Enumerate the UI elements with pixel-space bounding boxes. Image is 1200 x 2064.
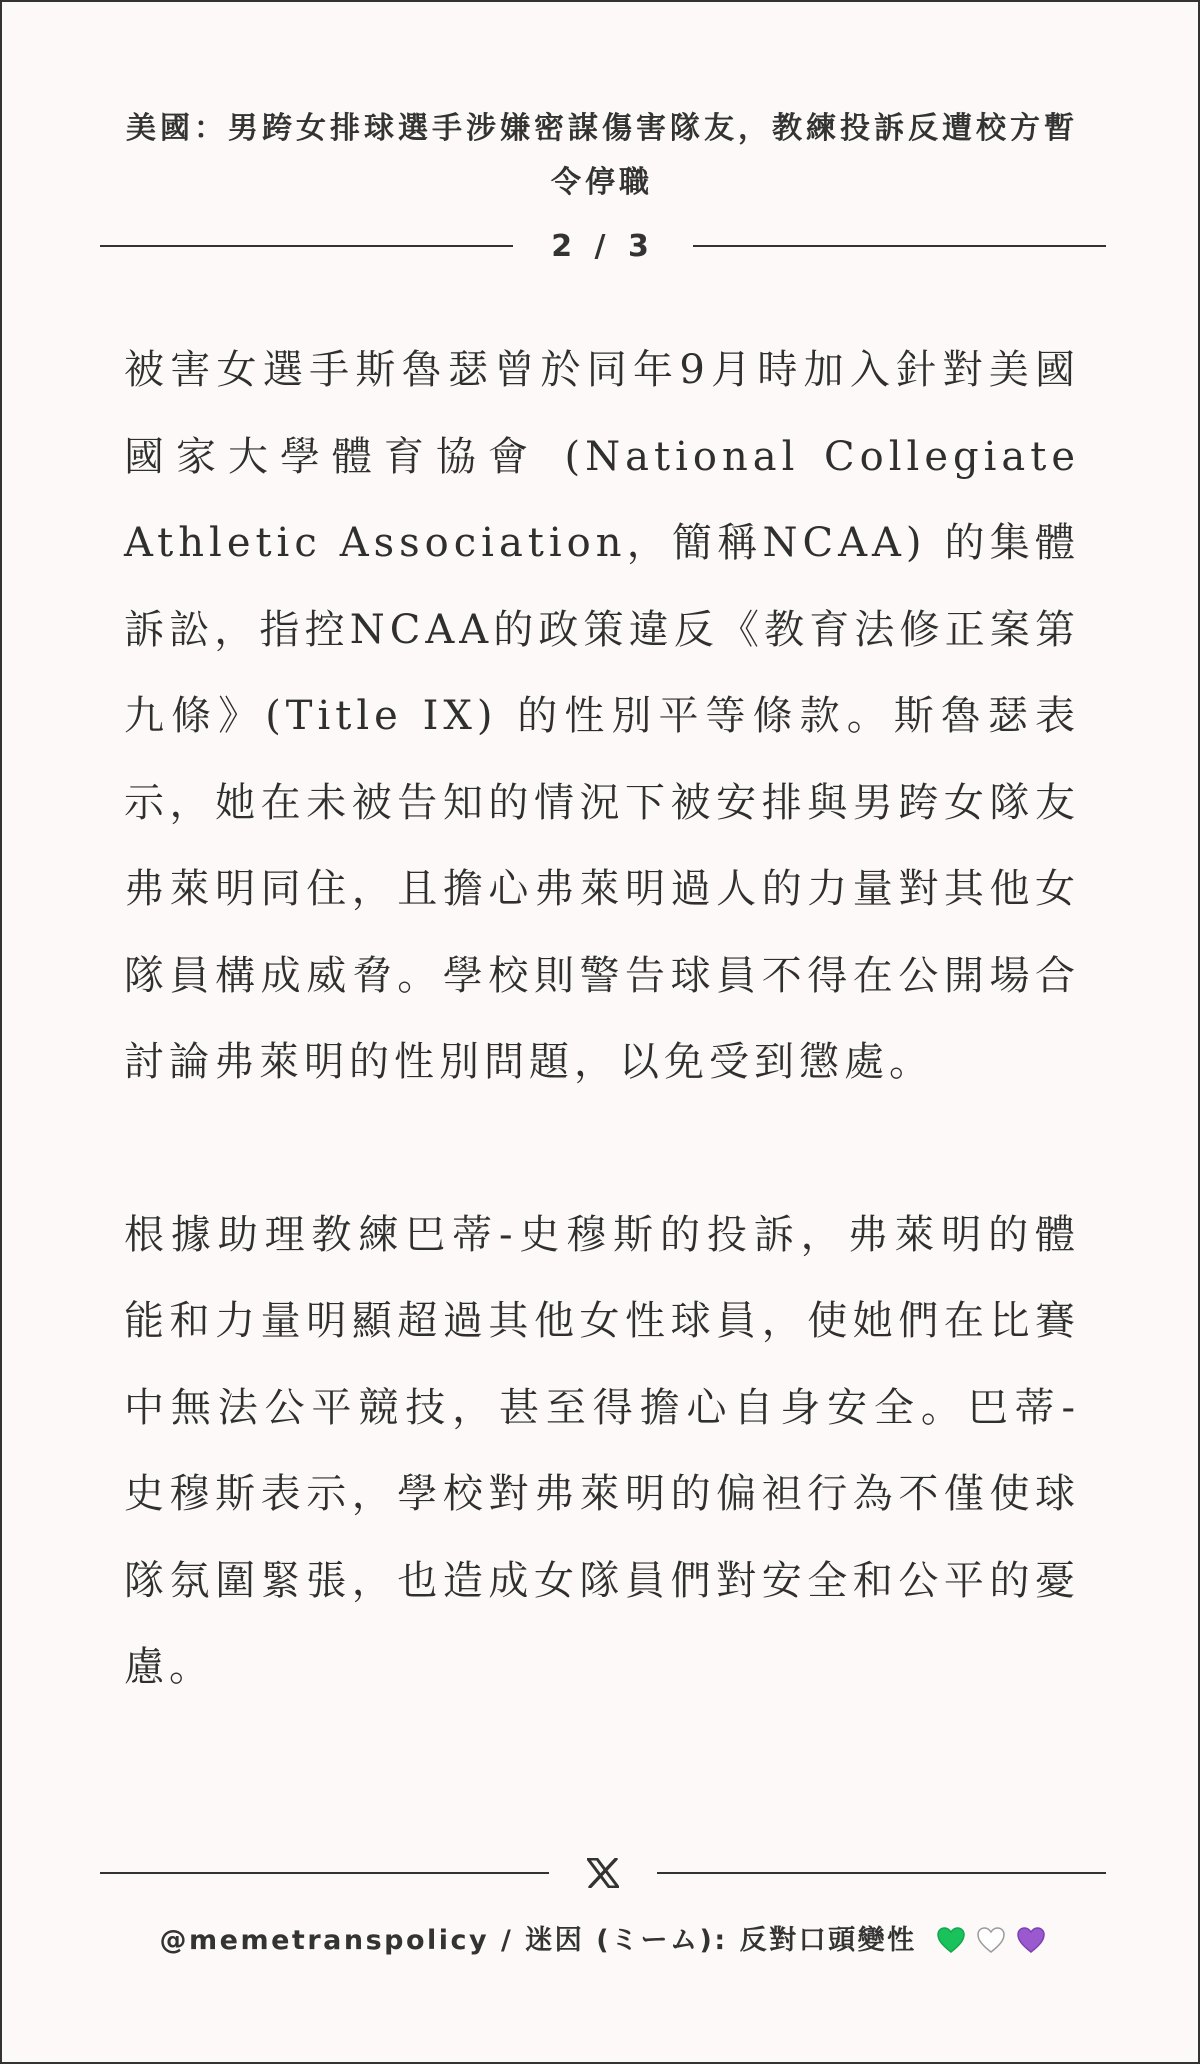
article-body: [124, 327, 1080, 1711]
page-indicator: [100, 224, 1106, 268]
divider-right: [693, 245, 1106, 247]
divider-left: [100, 245, 513, 247]
footer-divider-left: [100, 1872, 549, 1874]
footer-divider-right: [657, 1872, 1106, 1874]
page-title: 美國：男跨女排球選手涉嫌密謀傷害隊友，教練投訴反遭校方暫令停職: [126, 111, 1078, 200]
white-heart-icon: [976, 1926, 1006, 1954]
purple-heart-icon: [1016, 1926, 1046, 1954]
green-heart-icon: [936, 1926, 966, 1954]
heart-icons: [936, 1926, 1046, 1954]
footer-handle-text: @memetranspolicy / 迷因 (ミーム): 反對口頭變性: [159, 1925, 917, 1956]
page-total: 3: [627, 228, 655, 264]
x-logo-icon: [549, 1858, 657, 1888]
article-paragraph-1: 被害女選手斯魯瑟曾於同年9月時加入針對美國國家大學體育協會 (National Collegiate Athletic Association，簡稱NCAA) 的集體訴訟，指控NCAA的政策違反《教育法修正案第九條》(Title IX) 的性別平等條款。斯魯瑟表示，她在未被告知的情況下被安排與男跨女隊友弗萊明同住，且擔心弗萊明過人的力量對其他女隊員構成威脅。學校則警告球員不得在公開場合討論弗萊明的性別問題，以免受到懲處。: [124, 347, 1080, 1085]
page-number: [513, 229, 693, 264]
footer-divider: [100, 1850, 1106, 1896]
article-paragraph-2: 根據助理教練巴蒂-史穆斯的投訴，弗萊明的體能和力量明顯超過其他女性球員，使她們在比賽中無法公平競技，甚至得擔心自身安全。巴蒂-史穆斯表示，學校對弗萊明的偏袒行為不僅使球隊氛圍緊張，也造成女隊員們對安全和公平的憂慮。: [124, 1211, 1080, 1690]
page-current: 2: [551, 228, 579, 264]
page-separator: /: [594, 228, 612, 264]
footer-handle: [100, 1918, 1106, 1957]
